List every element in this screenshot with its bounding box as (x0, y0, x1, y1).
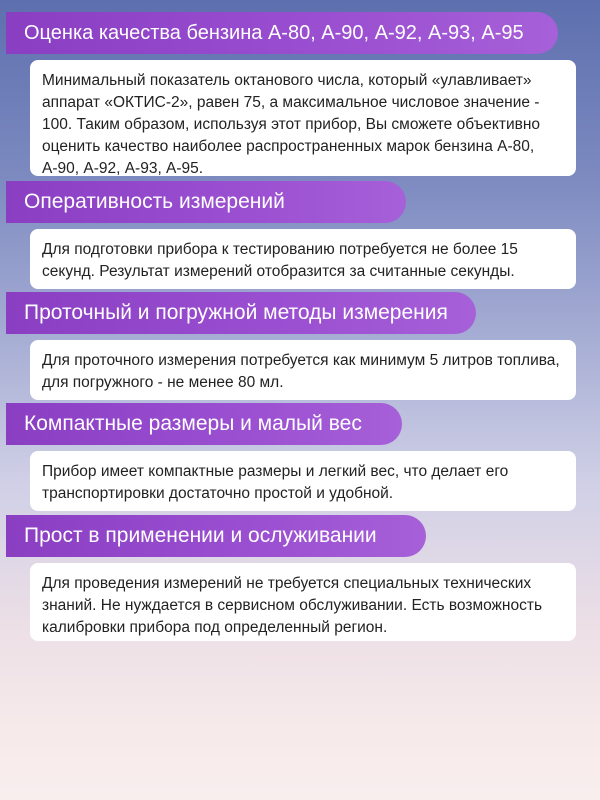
section-title-octane: Оценка качества бензина А-80, А-90, А-92, А-93, А-95 (6, 12, 558, 54)
section-title-usage: Прост в применении и ослуживании (6, 515, 426, 557)
section-title-compact: Компактные размеры и малый вес (6, 403, 402, 445)
section-text-compact: Прибор имеет компактные размеры и легкий вес, что делает его транспортировки достаточно простой и удобной. (30, 451, 576, 511)
section-text-speed: Для подготовки прибора к тестированию потребуется не более 15 секунд. Результат измерений отобразится за считанные секунды. (30, 229, 576, 289)
section-text-octane: Минимальный показатель октанового числа, который «улавливает» аппарат «ОКТИС-2», равен 75, а максимальное числовое значение - 100. Таким образом, используя этот прибор, Вы сможете объективно оценить качество наиболее распространенных марок бензина А-80, А-90, А-92, А-93, А-95. (30, 60, 576, 176)
section-title-speed: Оперативность измерений (6, 181, 406, 223)
section-text-usage: Для проведения измерений не требуется специальных технических знаний. Не нуждается в сервисном обслуживании. Есть возможность калибровки прибора под определенный регион. (30, 563, 576, 641)
section-text-methods: Для проточного измерения потребуется как минимум 5 литров топлива, для погружного - не менее 80 мл. (30, 340, 576, 400)
section-title-methods: Проточный и погружной методы измерения (6, 292, 476, 334)
